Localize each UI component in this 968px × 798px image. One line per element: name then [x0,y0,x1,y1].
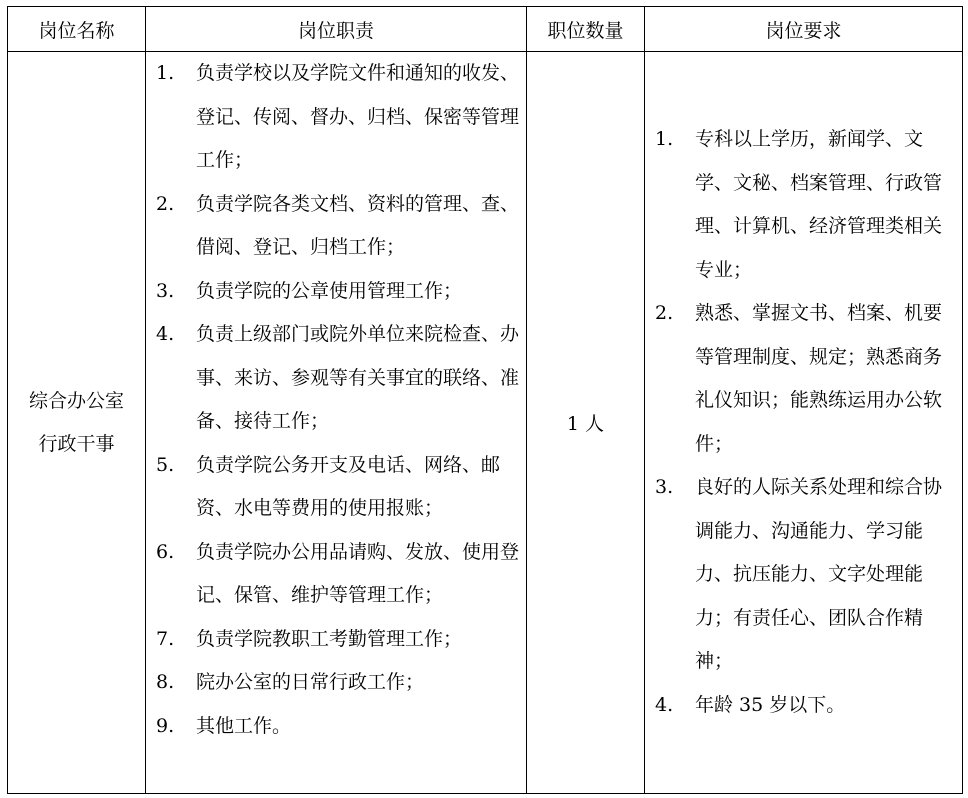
position-name-line: 行政干事 [38,432,115,455]
header-requirements: 岗位要求 [645,7,963,52]
position-count-cell: 1 人 [527,52,645,794]
item-text: 负责学院的公章使用管理工作； [196,279,463,302]
item-number: 5. [156,453,175,476]
item-text: 专科以上学历，新闻学、文学、文秘、档案管理、行政管理、计算机、经济管理类相关专业； [695,128,943,281]
item-number: 4. [655,693,674,716]
item-text: 负责学校以及学院文件和通知的收发、登记、传阅、督办、归档、保密等管理工作； [196,62,520,171]
item-text: 良好的人际关系处理和综合协调能力、沟通能力、学习能力、抗压能力、文字处理能力；有责任心、团队合作精神； [695,476,943,672]
item-number: 6. [156,540,175,563]
job-posting-table [7,6,963,794]
list-item [156,270,520,314]
item-number: 1. [655,128,674,150]
header-row [8,7,963,52]
item-number: 9. [156,714,175,737]
item-number: 2. [156,192,175,215]
item-text: 负责学院办公用品请购、发放、使用登记、保管、维护等管理工作； [196,540,520,606]
item-text: 熟悉、掌握文书、档案、机要等管理制度、规定；熟悉商务礼仪知识；能熟练运用办公软件； [695,302,943,455]
list-item [156,52,520,183]
item-text: 负责学院公务开支及电话、网络、邮资、水电等费用的使用报账； [196,453,501,519]
requirements-list [645,118,962,727]
item-number: 8. [156,671,175,693]
header-position-name: 岗位名称 [8,7,146,52]
requirements-cell [645,52,963,794]
table-row [8,52,963,794]
item-number: 1. [156,62,175,84]
item-text: 其他工作。 [196,714,292,737]
item-number: 2. [655,302,674,324]
item-text: 负责上级部门或院外单位来院检查、办事、来访、参观等有关事宜的联络、准备、接待工作； [196,323,520,432]
list-item [655,684,952,728]
list-item [156,705,520,749]
header-count: 职位数量 [527,7,645,52]
list-item [655,466,952,684]
item-number: 7. [156,627,175,650]
list-item [156,444,520,531]
list-item [655,292,952,466]
header-duties: 岗位职责 [146,7,527,52]
duties-list [146,52,526,748]
item-text: 负责学院各类文档、资料的管理、查、借阅、登记、归档工作； [196,192,520,258]
item-number: 3. [655,476,674,498]
list-item [156,313,520,444]
duties-cell [146,52,527,794]
list-item [156,531,520,618]
position-name-line: 综合办公室 [28,389,124,412]
item-text: 院办公室的日常行政工作； [196,671,425,693]
item-number: 3. [156,279,175,302]
item-number: 4. [156,323,175,345]
item-text: 年龄 35 岁以下。 [695,693,846,716]
position-name-cell [8,52,146,794]
list-item [156,618,520,662]
list-item [156,183,520,270]
item-text: 负责学院教职工考勤管理工作； [196,627,463,650]
list-item [156,661,520,705]
list-item [655,118,952,292]
